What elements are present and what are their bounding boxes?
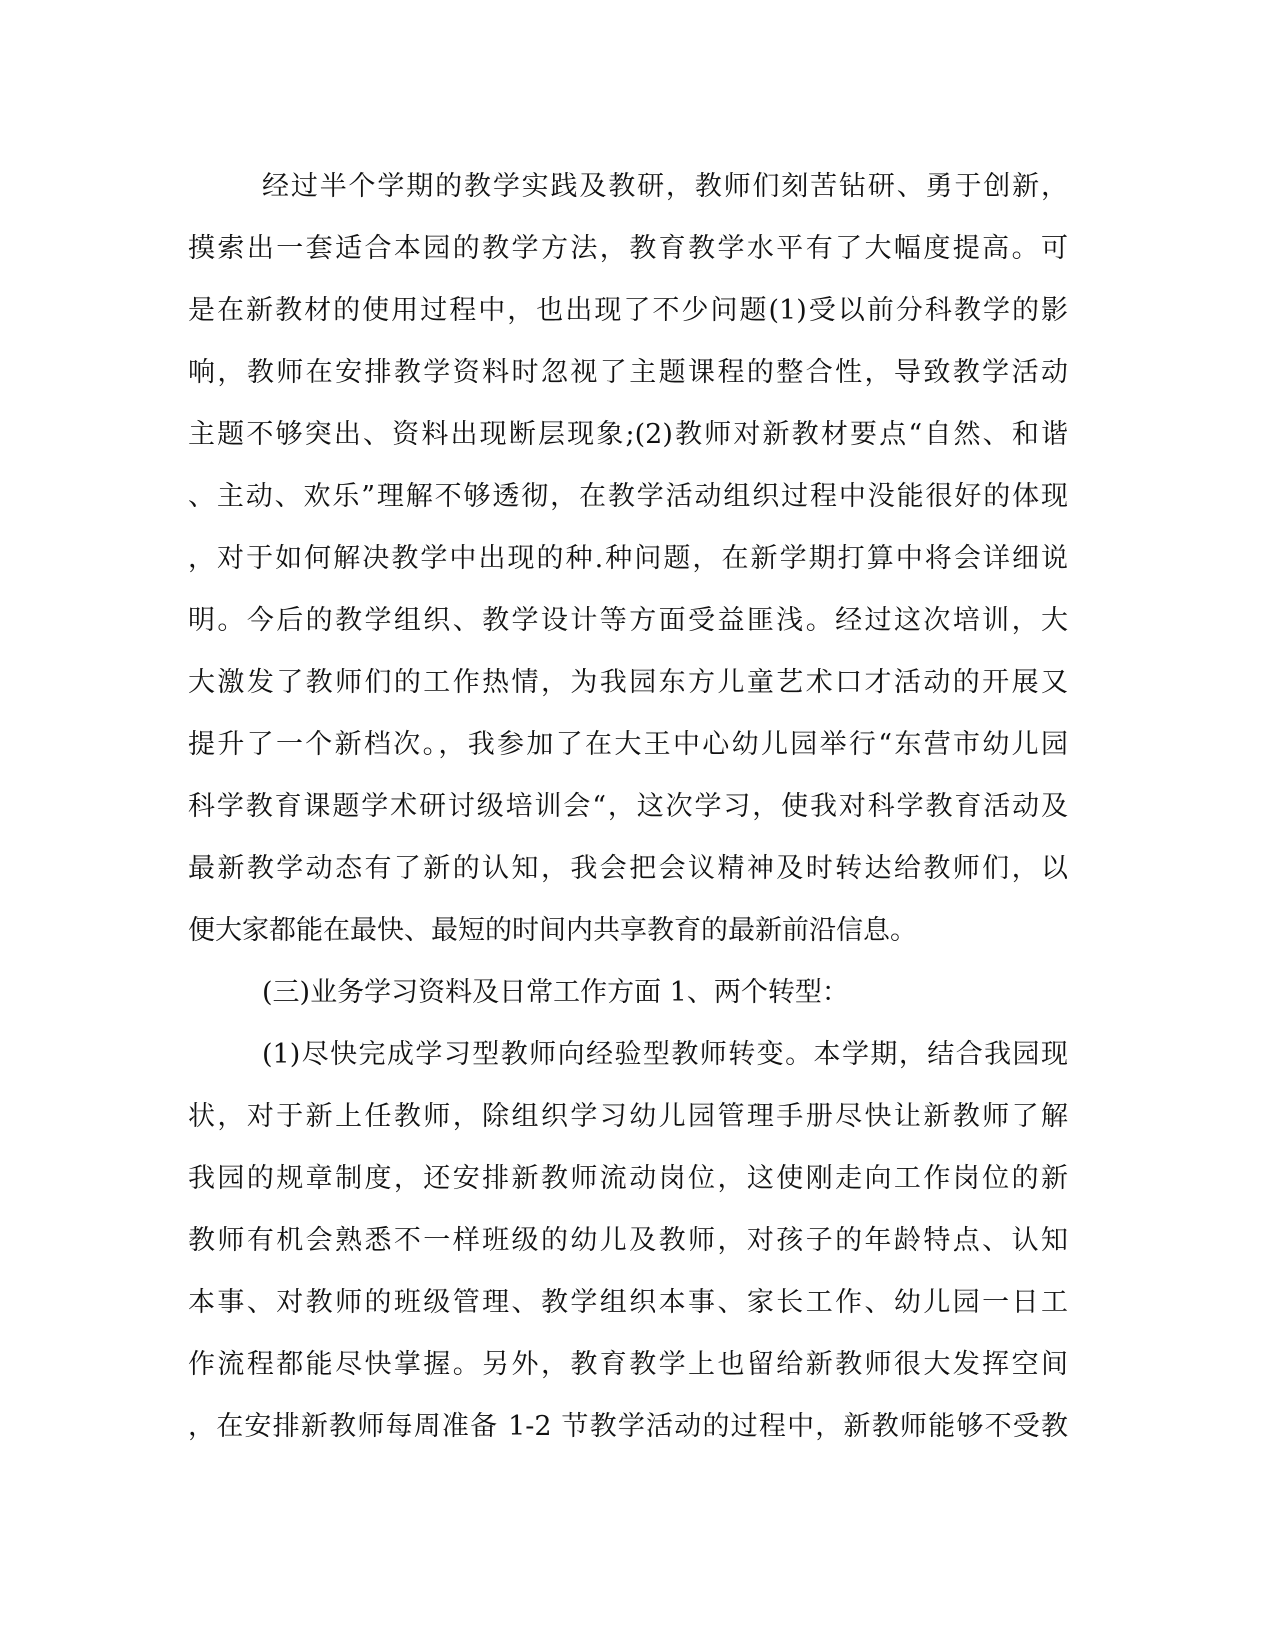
paragraph-line: 最新教学动态有了新的认知，我会把会议精神及时转达给教师们，以 xyxy=(188,853,1068,884)
paragraph-line: 是在新教材的使用过程中，也出现了不少问题(1)受以前分科教学的影 xyxy=(188,295,1068,326)
paragraph-line: 教师有机会熟悉不一样班级的幼儿及教师，对孩子的年龄特点、认知 xyxy=(188,1225,1068,1256)
paragraph-line: 状，对于新上任教师，除组织学习幼儿园管理手册尽快让新教师了解 xyxy=(188,1101,1068,1132)
paragraph-line: 便大家都能在最快、最短的时间内共享教育的最新前沿信息。 xyxy=(188,915,917,946)
paragraph-line: 经过半个学期的教学实践及教研，教师们刻苦钻研、勇于创新， xyxy=(262,171,1068,202)
paragraph-line: 摸索出一套适合本园的教学方法，教育教学水平有了大幅度提高。可 xyxy=(188,233,1068,264)
paragraph-line: 主题不够突出、资料出现断层现象;(2)教师对新教材要点“自然、和谐 xyxy=(188,419,1068,450)
paragraph-line: 提升了一个新档次。，我参加了在大王中心幼儿园举行“东营市幼儿园 xyxy=(188,729,1068,760)
paragraph-line: 、主动、欢乐”理解不够透彻，在教学活动组织过程中没能很好的体现 xyxy=(188,481,1068,512)
paragraph-line: 本事、对教师的班级管理、教学组织本事、家长工作、幼儿园一日工 xyxy=(188,1287,1068,1318)
paragraph-line: ，对于如何解决教学中出现的种.种问题，在新学期打算中将会详细说 xyxy=(188,543,1068,574)
paragraph-line: (1)尽快完成学习型教师向经验型教师转变。本学期，结合我园现 xyxy=(262,1039,1068,1070)
paragraph-line: 科学教育课题学术研讨级培训会“，这次学习，使我对科学教育活动及 xyxy=(188,791,1068,822)
paragraph-line: 响，教师在安排教学资料时忽视了主题课程的整合性，导致教学活动 xyxy=(188,357,1068,388)
section-heading: (三)业务学习资料及日常工作方面 1、两个转型： xyxy=(262,977,849,1008)
paragraph-line: 作流程都能尽快掌握。另外，教育教学上也留给新教师很大发挥空间 xyxy=(188,1349,1068,1380)
paragraph-line: ，在安排新教师每周准备 1-2 节教学活动的过程中，新教师能够不受教 xyxy=(188,1411,1068,1442)
paragraph-line: 我园的规章制度，还安排新教师流动岗位，这使刚走向工作岗位的新 xyxy=(188,1163,1068,1194)
paragraph-line: 大激发了教师们的工作热情，为我园东方儿童艺术口才活动的开展又 xyxy=(188,667,1068,698)
paragraph-line: 明。今后的教学组织、教学设计等方面受益匪浅。经过这次培训，大 xyxy=(188,605,1068,636)
body-text xyxy=(188,156,1068,1458)
